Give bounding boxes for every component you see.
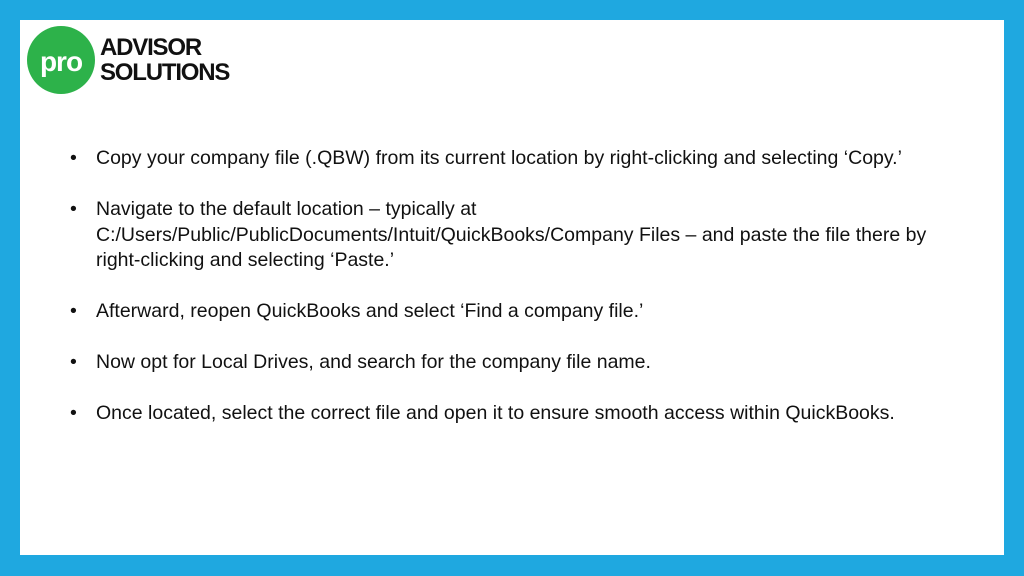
list-item-text: Navigate to the default location – typically at C:/Users/Public/PublicDocuments/Intuit/QuickBooks/Company Files – and paste the file there by right-clicking and selecting ‘Paste.’ [96, 198, 927, 271]
list-item [60, 197, 940, 274]
bullet-list [60, 146, 940, 427]
logo-badge-text: pro [39, 46, 83, 77]
pro-logo-icon [26, 25, 96, 95]
brand-name [100, 35, 229, 85]
list-item [60, 299, 940, 325]
list-item-text: Once located, select the correct file and open it to ensure smooth access within QuickBooks. [96, 402, 895, 424]
list-item [60, 146, 940, 172]
bullet-dot-icon: • [70, 402, 77, 424]
list-item [60, 350, 940, 376]
brand-logo [26, 25, 229, 95]
brand-name-line1: ADVISOR [100, 34, 201, 61]
slide [20, 20, 1004, 555]
bullet-dot-icon: • [70, 198, 77, 220]
list-item-text: Copy your company file (.QBW) from its current location by right-clicking and selecting ‘Copy.’ [96, 147, 902, 169]
list-item-text: Now opt for Local Drives, and search for the company file name. [96, 351, 651, 373]
instructions [60, 146, 940, 452]
list-item [60, 401, 940, 427]
bullet-dot-icon: • [70, 300, 77, 322]
bullet-dot-icon: • [70, 147, 77, 169]
brand-name-line2: SOLUTIONS [100, 59, 230, 86]
list-item-text: Afterward, reopen QuickBooks and select ‘Find a company file.’ [96, 300, 644, 322]
bullet-dot-icon: • [70, 351, 77, 373]
